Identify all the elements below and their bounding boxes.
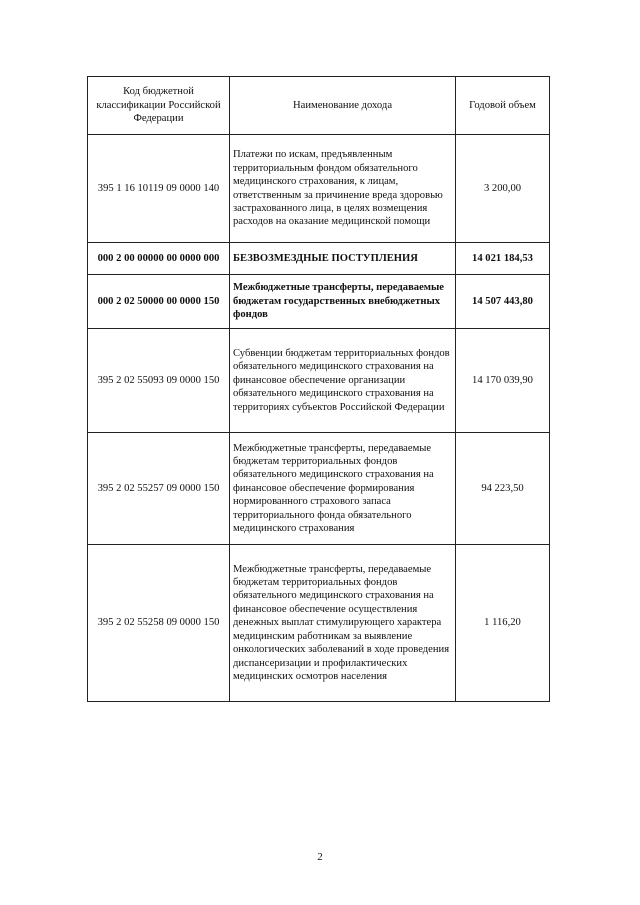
row-amount: 94 223,50 — [456, 433, 550, 545]
row-amount: 14 170 039,90 — [456, 329, 550, 433]
table-row — [88, 275, 550, 329]
row-name: Субвенции бюджетам территориальных фондов обязательного медицинского страхования на финансовое обеспечение организации обязательного медицинского страхования на территориях субъектов Российской Федерации — [230, 329, 456, 433]
table-row — [88, 243, 550, 275]
row-amount: 14 507 443,80 — [456, 275, 550, 329]
table-row — [88, 545, 550, 702]
row-name: Межбюджетные трансферты, передаваемые бюджетам государственных внебюджетных фондов — [230, 275, 456, 329]
row-code: 395 2 02 55093 09 0000 150 — [88, 329, 230, 433]
page-number: 2 — [317, 851, 323, 863]
row-name: БЕЗВОЗМЕЗДНЫЕ ПОСТУПЛЕНИЯ — [230, 243, 456, 275]
row-code: 395 2 02 55258 09 0000 150 — [88, 545, 230, 702]
row-name: Межбюджетные трансферты, передаваемые бюджетам территориальных фондов обязательного медицинского страхования на финансовое обеспечение формирования нормированного страхового запаса территориального фонда обязательного медицинского страхования — [230, 433, 456, 545]
table-row — [88, 433, 550, 545]
table-row — [88, 329, 550, 433]
row-code: 395 1 16 10119 09 0000 140 — [88, 135, 230, 243]
header-annual-volume: Годовой объем — [456, 77, 550, 135]
row-code: 395 2 02 55257 09 0000 150 — [88, 433, 230, 545]
row-code: 000 2 02 50000 00 0000 150 — [88, 275, 230, 329]
row-amount: 14 021 184,53 — [456, 243, 550, 275]
row-amount: 1 116,20 — [456, 545, 550, 702]
row-code: 000 2 00 00000 00 0000 000 — [88, 243, 230, 275]
table-header-row — [88, 77, 550, 135]
table-row — [88, 135, 550, 243]
revenue-table — [87, 76, 550, 702]
row-name: Платежи по искам, предъявленным территориальным фондом обязательного медицинского страхования, к лицам, ответственным за причинение вреда здоровью застрахованного лица, в целях возмещения расходов на оказание медицинской помощи — [230, 135, 456, 243]
row-amount: 3 200,00 — [456, 135, 550, 243]
row-name: Межбюджетные трансферты, передаваемые бюджетам территориальных фондов обязательного медицинского страхования на финансовое обеспечение осуществления денежных выплат стимулирующего характера медицинским работникам за выявление онкологических заболеваний в ходе проведения диспансеризации и профилактических медицинских осмотров населения — [230, 545, 456, 702]
header-budget-code: Код бюджетной классификации Российской Федерации — [88, 77, 230, 135]
header-revenue-name: Наименование дохода — [230, 77, 456, 135]
